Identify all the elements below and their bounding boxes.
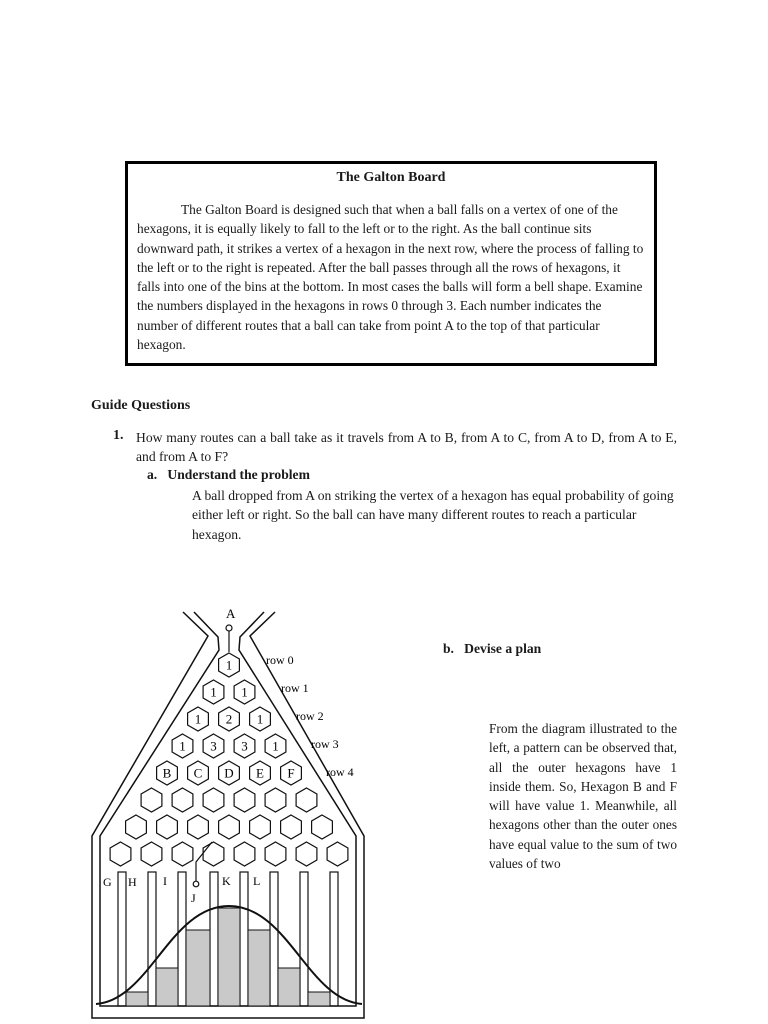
bin-outline [300, 872, 308, 1006]
box-body [137, 200, 645, 354]
galton-board-box [125, 161, 657, 366]
hexagon-value: 1 [210, 684, 217, 700]
hexagon [234, 842, 255, 866]
bin-labels [103, 874, 260, 905]
hexagon [265, 788, 286, 812]
hexagon [157, 815, 178, 839]
box-title: The Galton Board [336, 170, 446, 185]
hexagon-value: 1 [225, 657, 233, 673]
row-label: row 2 [296, 709, 324, 723]
bin-outline [270, 872, 278, 1006]
bin-fill [218, 908, 240, 1006]
bin-fill [126, 992, 148, 1006]
step-a-heading [147, 467, 310, 483]
bin-fill [308, 992, 330, 1006]
bin-label: I [163, 874, 167, 888]
bin-outline [118, 872, 126, 1006]
row-label: row 4 [326, 765, 354, 779]
hexagon-value: 1 [194, 711, 202, 727]
hexagon [126, 815, 147, 839]
bin-label: J [191, 891, 196, 905]
bin-outline [148, 872, 156, 1006]
hexagon-value: 2 [225, 711, 233, 727]
row-labels [266, 653, 354, 779]
bin-outline [210, 872, 218, 1006]
hexagon [327, 842, 348, 866]
hexagon [172, 842, 193, 866]
hexagon-value: C [193, 765, 203, 781]
hexagon [141, 842, 162, 866]
hexagon-value: 1 [256, 711, 264, 727]
bin-fill [186, 930, 210, 1006]
step-b-title: Devise a plan [464, 641, 542, 656]
hexagon-value: 3 [210, 738, 217, 754]
row-label: row 0 [266, 653, 294, 667]
hexagon-grid [110, 653, 348, 866]
hexagon [296, 788, 317, 812]
hexagon [219, 815, 240, 839]
step-a-title: Understand the problem [167, 467, 310, 482]
step-a-text: A ball dropped from A on striking the vertex of a hexagon has equal probability of going either left or right. So the ball can have many different routes to reach a particular hexagon. [192, 488, 674, 542]
hexagon [141, 788, 162, 812]
hexagon-value: 1 [241, 684, 248, 700]
bin-label: G [103, 875, 112, 889]
question-text: How many routes can a ball take as it travels from A to B, from A to C, from A to D, from A to E, and from A to F? [136, 430, 677, 464]
step-b-heading [443, 641, 541, 657]
hexagon [234, 788, 255, 812]
hexagon [203, 842, 224, 866]
hexagon [250, 815, 271, 839]
step-b-text: From the diagram illustrated to the left, a pattern can be observed that, all the outer hexagons have 1 inside them. So, Hexagon B and F will have value 1. Meanwhile, all hexagons other than the outer ones have equal value to the sum of two values of two [489, 721, 677, 872]
bin-fill [156, 968, 178, 1006]
bin-outline [240, 872, 248, 1006]
hexagon-value: F [287, 765, 295, 781]
hexagon-value: 1 [179, 738, 186, 754]
row-label: row 1 [281, 681, 309, 695]
label-a: A [226, 606, 236, 621]
step-b-label: b. [443, 641, 454, 656]
hexagon [312, 815, 333, 839]
question-number: 1. [113, 428, 124, 443]
hexagon-value: 1 [272, 738, 279, 754]
hexagon [110, 842, 131, 866]
bin-label: K [222, 874, 231, 888]
galton-board-diagram [80, 600, 380, 1024]
hexagon-value: D [224, 765, 234, 781]
hexagon [265, 842, 286, 866]
ball-j [193, 881, 199, 887]
bin-outline [330, 872, 338, 1006]
bin-outline [178, 872, 186, 1006]
hexagon [172, 788, 193, 812]
bin-label: H [128, 875, 137, 889]
row-label: row 3 [311, 737, 339, 751]
hexagon-value: E [256, 765, 264, 781]
hexagon [296, 842, 317, 866]
hexagon-value: B [162, 765, 172, 781]
bin-fill [248, 930, 270, 1006]
hexagon [188, 815, 209, 839]
hexagon-value: 3 [241, 738, 248, 754]
step-a-label: a. [147, 467, 158, 482]
bin-fill [278, 968, 300, 1006]
box-body-text: The Galton Board is designed such that when a ball falls on a vertex of one of the hexagons, it is equally likely to fall to the left or to the right. As the ball continue sits downward path, it strikes a vertex of a hexagon in the next row, where the process of falling to the left or to the right is repeated. After the ball passes through all the rows of hexagons, it falls into one of the bins at the bottom. In most cases the balls will form a bell shape. Examine the numbers displayed in the hexagons in rows 0 through 3. Each number indicates the number of different routes that a ball can take from point A to the top of that particular hexagon. [137, 202, 644, 353]
hexagon [203, 788, 224, 812]
drop-point-a [226, 625, 232, 631]
hexagon [281, 815, 302, 839]
guide-questions-title: Guide Questions [91, 398, 191, 413]
bin-label: L [253, 874, 261, 888]
